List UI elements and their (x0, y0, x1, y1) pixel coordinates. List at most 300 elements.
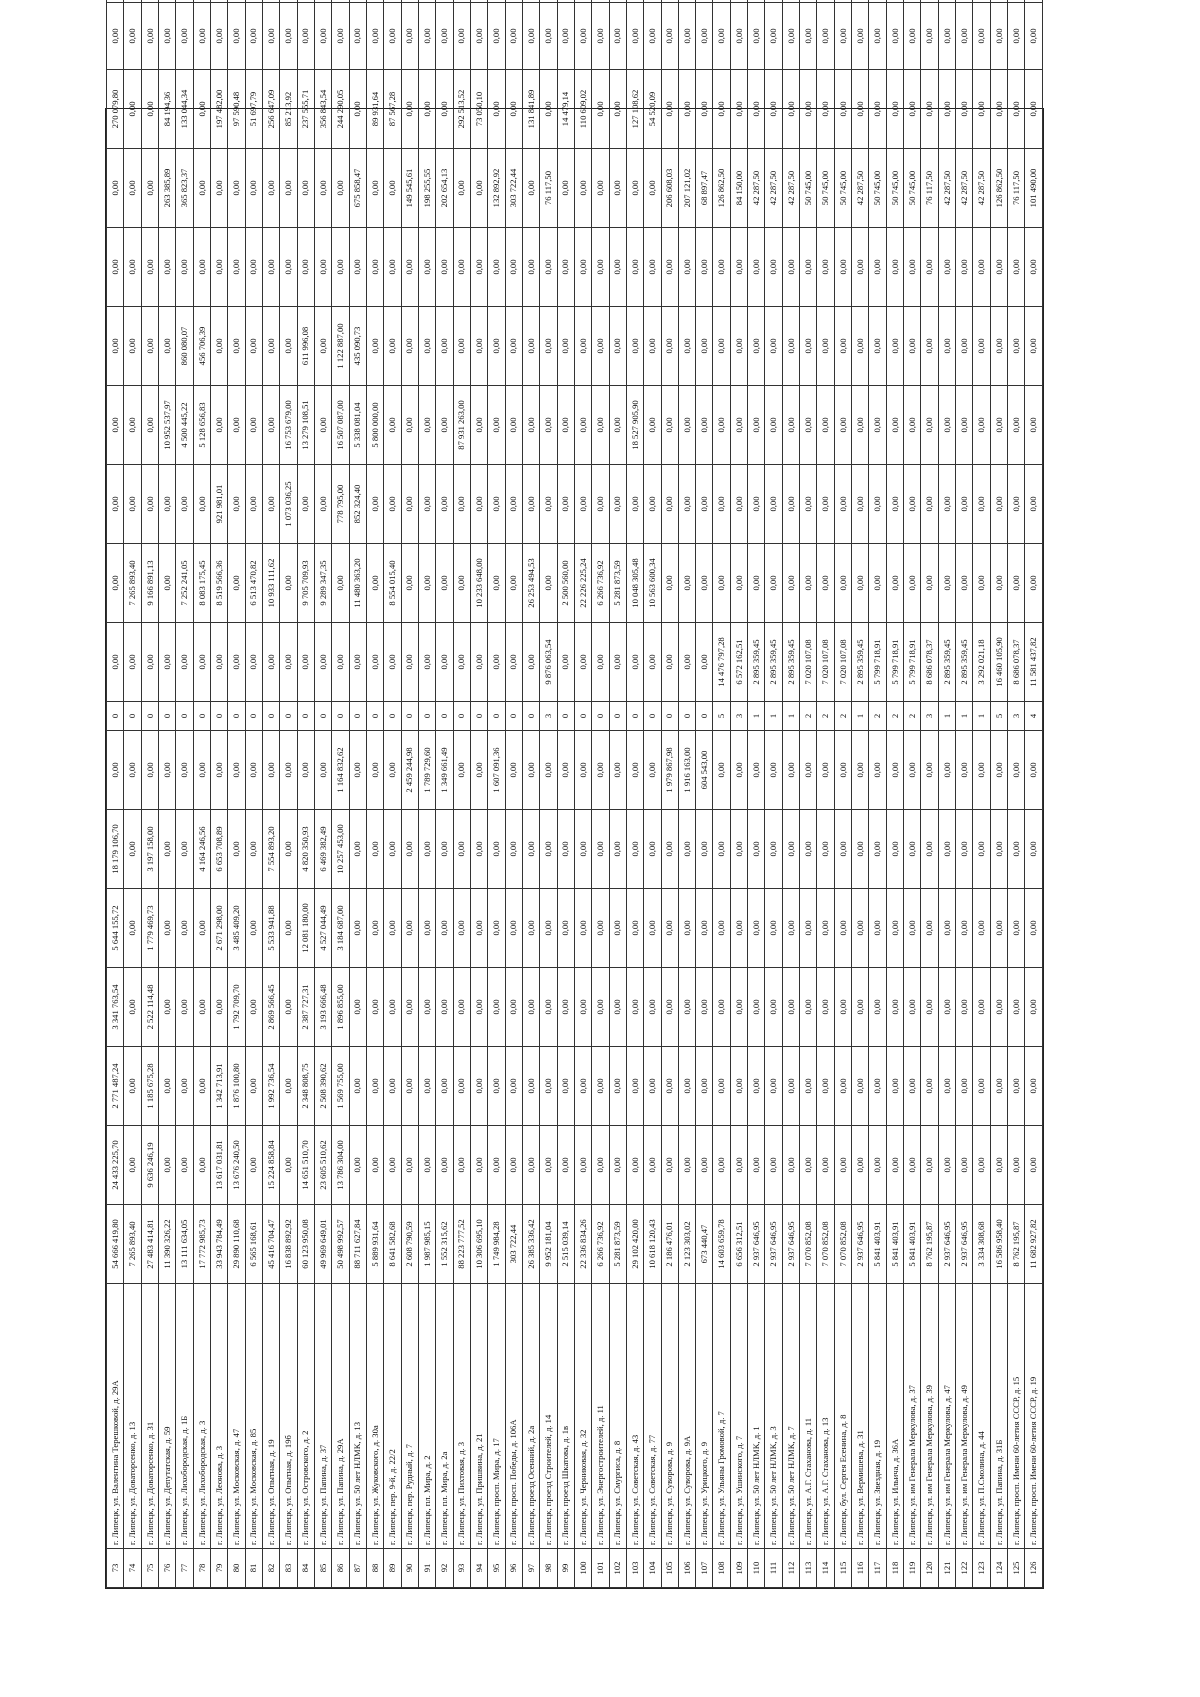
value-cell: 0,00 (1008, 1047, 1025, 1126)
value-cell: 0,00 (661, 228, 678, 307)
value-cell: 2 (904, 702, 921, 731)
value-cell: 76 117,50 (1008, 149, 1025, 228)
value-cell: 0,00 (401, 1047, 418, 1126)
value-cell: 0,00 (505, 386, 522, 465)
value-cell: 0,00 (886, 307, 903, 386)
value-cell: 207 121,02 (678, 149, 695, 228)
value-cell: 3 (540, 702, 557, 731)
value-cell: 24 433 225,70 (107, 1126, 124, 1205)
table-body (107, 0, 1043, 1588)
row-number: 125 (1008, 1549, 1025, 1588)
table-row (748, 0, 765, 1588)
row-number: 118 (886, 1549, 903, 1588)
value-cell: 0,00 (401, 465, 418, 544)
value-cell: 0,00 (730, 1126, 747, 1205)
value-cell: 11 581 437,82 (1025, 623, 1043, 702)
address-cell: г. Липецк, просп. Имени 60-летия СССР, д. 19 (1025, 1284, 1043, 1549)
value-cell (869, 0, 886, 3)
value-cell: 1 073 036,25 (280, 465, 297, 544)
value-cell: 0,00 (973, 1047, 990, 1126)
value-cell: 0,00 (418, 544, 435, 623)
value-cell: 0,00 (176, 465, 193, 544)
value-cell: 0,00 (488, 3, 505, 70)
value-cell: 0,00 (124, 968, 141, 1047)
value-cell: 0,00 (817, 810, 834, 889)
row-number: 105 (661, 1549, 678, 1588)
rotated-content (106, 28, 1043, 1588)
value-cell: 0,00 (626, 228, 643, 307)
value-cell: 0,00 (488, 889, 505, 968)
value-cell: 0,00 (990, 810, 1007, 889)
value-cell: 0,00 (609, 1047, 626, 1126)
row-number: 106 (678, 1549, 695, 1588)
value-cell: 0,00 (800, 3, 817, 70)
value-cell: 0,00 (609, 731, 626, 810)
value-cell: 6 266 736,92 (592, 544, 609, 623)
value-cell: 2 869 566,45 (262, 968, 279, 1047)
value-cell: 0,00 (678, 70, 695, 149)
value-cell: 29 890 110,68 (228, 1205, 245, 1284)
row-number: 74 (124, 1549, 141, 1588)
value-cell: 0,00 (730, 70, 747, 149)
value-cell: 0,00 (782, 70, 799, 149)
value-cell: 1 (765, 702, 782, 731)
value-cell: 0,00 (1025, 386, 1043, 465)
value-cell: 0,00 (626, 1126, 643, 1205)
value-cell: 0,00 (245, 228, 262, 307)
value-cell: 0,00 (592, 3, 609, 70)
value-cell (418, 0, 435, 3)
value-cell: 0,00 (124, 386, 141, 465)
value-cell: 0,00 (262, 623, 279, 702)
value-cell: 0,00 (765, 228, 782, 307)
value-cell: 0,00 (488, 386, 505, 465)
value-cell (557, 0, 574, 3)
value-cell: 2 895 359,45 (782, 623, 799, 702)
value-cell: 0,00 (782, 1047, 799, 1126)
value-cell: 2 387 727,31 (297, 968, 314, 1047)
value-cell: 33 943 784,49 (210, 1205, 227, 1284)
value-cell: 0 (384, 702, 401, 731)
value-cell: 0,00 (921, 544, 938, 623)
table-row (158, 0, 175, 1588)
value-cell: 0,00 (834, 731, 851, 810)
value-cell: 0,00 (696, 889, 713, 968)
value-cell: 0,00 (990, 1047, 1007, 1126)
value-cell: 50 745,00 (800, 149, 817, 228)
value-cell: 0,00 (921, 1047, 938, 1126)
value-cell: 0,00 (141, 307, 158, 386)
value-cell: 0,00 (488, 544, 505, 623)
value-cell: 0,00 (401, 544, 418, 623)
value-cell: 0,00 (384, 386, 401, 465)
value-cell: 9 876 063,54 (540, 623, 557, 702)
value-cell: 0,00 (314, 307, 331, 386)
value-cell: 0,00 (540, 544, 557, 623)
value-cell: 0,00 (557, 3, 574, 70)
value-cell: 0,00 (800, 1047, 817, 1126)
value-cell: 0,00 (609, 465, 626, 544)
value-cell: 0,00 (661, 623, 678, 702)
value-cell: 2 500 560,00 (557, 544, 574, 623)
value-cell (314, 0, 331, 3)
value-cell: 0,00 (210, 968, 227, 1047)
value-cell: 0,00 (730, 810, 747, 889)
address-cell: г. Липецк, проезд Шкатова, д. 1в (557, 1284, 574, 1549)
value-cell: 0,00 (1025, 731, 1043, 810)
value-cell: 0,00 (1008, 889, 1025, 968)
value-cell: 0,00 (574, 149, 591, 228)
value-cell: 0,00 (730, 968, 747, 1047)
address-cell: г. Липецк, пер. Рудный, д. 7 (401, 1284, 418, 1549)
value-cell: 0,00 (938, 70, 955, 149)
row-number: 115 (834, 1549, 851, 1588)
row-number: 83 (280, 1549, 297, 1588)
address-cell: г. Липецк, ул. Папина, д. 31Б (990, 1284, 1007, 1549)
value-cell: 5 800 000,00 (366, 386, 383, 465)
value-cell: 0,00 (193, 889, 210, 968)
table-row (644, 0, 661, 1588)
value-cell: 0,00 (990, 1126, 1007, 1205)
value-cell: 0,00 (678, 465, 695, 544)
value-cell: 0,00 (800, 70, 817, 149)
address-cell: г. Липецк, проезд Строителей, д. 14 (540, 1284, 557, 1549)
value-cell: 8 686 078,37 (921, 623, 938, 702)
value-cell (1008, 0, 1025, 3)
value-cell: 0,00 (557, 889, 574, 968)
value-cell: 4 500 445,22 (176, 386, 193, 465)
value-cell: 5 841 403,91 (886, 1205, 903, 1284)
value-cell: 2 895 359,45 (765, 623, 782, 702)
value-cell: 0,00 (730, 1047, 747, 1126)
row-number: 79 (210, 1549, 227, 1588)
value-cell: 9 705 709,93 (297, 544, 314, 623)
value-cell: 0,00 (800, 1126, 817, 1205)
value-cell (956, 0, 973, 3)
value-cell: 0,00 (852, 307, 869, 386)
row-number: 81 (245, 1549, 262, 1588)
value-cell: 1 (782, 702, 799, 731)
value-cell: 0,00 (436, 3, 453, 70)
value-cell: 50 745,00 (834, 149, 851, 228)
value-cell: 0,00 (124, 731, 141, 810)
value-cell: 0,00 (852, 3, 869, 70)
value-cell: 0,00 (956, 3, 973, 70)
value-cell (540, 0, 557, 3)
value-cell: 0 (366, 702, 383, 731)
address-cell: г. Липецк, ул. Папина, д. 37 (314, 1284, 331, 1549)
value-cell (349, 0, 366, 3)
value-cell: 0,00 (800, 386, 817, 465)
value-cell: 0,00 (800, 544, 817, 623)
value-cell: 0 (644, 702, 661, 731)
value-cell: 0,00 (245, 968, 262, 1047)
value-cell: 0,00 (834, 386, 851, 465)
value-cell: 133 044,34 (176, 70, 193, 149)
value-cell: 0,00 (418, 307, 435, 386)
value-cell: 0,00 (262, 149, 279, 228)
value-cell: 0,00 (748, 544, 765, 623)
table-row (262, 0, 279, 1588)
table-row (557, 0, 574, 1588)
value-cell: 0,00 (522, 3, 539, 70)
value-cell: 0,00 (522, 889, 539, 968)
value-cell: 0,00 (280, 623, 297, 702)
value-cell: 14 651 510,70 (297, 1126, 314, 1205)
value-cell: 0,00 (158, 3, 175, 70)
value-cell: 0,00 (366, 544, 383, 623)
value-cell: 0,00 (626, 149, 643, 228)
value-cell: 0,00 (834, 3, 851, 70)
value-cell: 0,00 (540, 70, 557, 149)
value-cell: 0,00 (418, 889, 435, 968)
address-cell: г. Липецк, ул. Доваторсенко, д. 13 (124, 1284, 141, 1549)
value-cell: 0,00 (713, 544, 730, 623)
address-cell: г. Липецк, ул. Суворова, д. 9А (678, 1284, 695, 1549)
value-cell: 1 896 855,00 (332, 968, 349, 1047)
value-cell: 0,00 (124, 3, 141, 70)
value-cell: 0,00 (280, 1126, 297, 1205)
value-cell: 0,00 (782, 307, 799, 386)
value-cell: 0 (488, 702, 505, 731)
value-cell: 0,00 (193, 731, 210, 810)
value-cell: 0,00 (384, 889, 401, 968)
value-cell: 76 117,50 (921, 149, 938, 228)
value-cell: 0,00 (193, 1047, 210, 1126)
value-cell: 0,00 (349, 228, 366, 307)
value-cell: 0,00 (366, 307, 383, 386)
value-cell: 0,00 (592, 386, 609, 465)
value-cell: 0,00 (522, 228, 539, 307)
value-cell: 365 823,37 (176, 149, 193, 228)
value-cell: 0,00 (488, 623, 505, 702)
value-cell: 42 287,50 (852, 149, 869, 228)
value-cell: 0,00 (592, 968, 609, 1047)
value-cell: 0,00 (366, 228, 383, 307)
value-cell: 11 682 927,82 (1025, 1205, 1043, 1284)
value-cell: 0,00 (124, 810, 141, 889)
value-cell: 0,00 (592, 889, 609, 968)
table-row (436, 0, 453, 1588)
value-cell: 0,00 (921, 307, 938, 386)
value-cell: 0,00 (453, 1047, 470, 1126)
value-cell: 42 287,50 (938, 149, 955, 228)
value-cell: 1 569 755,00 (332, 1047, 349, 1126)
value-cell: 0 (262, 702, 279, 731)
value-cell: 0,00 (904, 70, 921, 149)
value-cell (210, 0, 227, 3)
value-cell: 0,00 (644, 149, 661, 228)
value-cell: 0 (592, 702, 609, 731)
value-cell: 0,00 (453, 228, 470, 307)
value-cell: 0,00 (973, 228, 990, 307)
value-cell: 0,00 (696, 228, 713, 307)
value-cell: 9 289 347,35 (314, 544, 331, 623)
value-cell: 1 779 469,73 (141, 889, 158, 968)
value-cell (384, 0, 401, 3)
value-cell: 0,00 (349, 1126, 366, 1205)
value-cell: 0,00 (245, 1126, 262, 1205)
value-cell: 0,00 (678, 307, 695, 386)
value-cell: 0,00 (505, 544, 522, 623)
value-cell: 0,00 (453, 968, 470, 1047)
value-cell (228, 0, 245, 3)
value-cell: 0,00 (626, 968, 643, 1047)
value-cell: 0,00 (990, 889, 1007, 968)
value-cell: 0,00 (886, 386, 903, 465)
value-cell: 0,00 (540, 386, 557, 465)
value-cell: 22 336 834,26 (574, 1205, 591, 1284)
value-cell (817, 0, 834, 3)
value-cell: 0,00 (748, 386, 765, 465)
value-cell: 0,00 (384, 1126, 401, 1205)
value-cell: 51 697,79 (245, 70, 262, 149)
value-cell: 0,00 (228, 228, 245, 307)
value-cell: 0,00 (436, 307, 453, 386)
value-cell: 0,00 (470, 3, 487, 70)
value-cell: 0,00 (644, 623, 661, 702)
value-cell: 0,00 (297, 623, 314, 702)
value-cell: 0,00 (158, 465, 175, 544)
table-row (280, 0, 297, 1588)
table-row (592, 0, 609, 1588)
value-cell: 5 128 656,83 (193, 386, 210, 465)
value-cell: 0,00 (470, 623, 487, 702)
value-cell: 127 108,62 (626, 70, 643, 149)
value-cell: 0,00 (938, 3, 955, 70)
value-cell: 0,00 (297, 149, 314, 228)
value-cell (921, 0, 938, 3)
value-cell: 0,00 (557, 307, 574, 386)
value-cell: 0,00 (817, 544, 834, 623)
value-cell: 0,00 (730, 307, 747, 386)
row-number: 80 (228, 1549, 245, 1588)
value-cell: 0,00 (280, 228, 297, 307)
value-cell: 0,00 (990, 465, 1007, 544)
value-cell: 0,00 (921, 465, 938, 544)
value-cell: 3 193 666,48 (314, 968, 331, 1047)
value-cell: 0,00 (609, 228, 626, 307)
address-cell: г. Липецк, ул. им Генерала Меркулова, д. 49 (956, 1284, 973, 1549)
value-cell: 0,00 (574, 1047, 591, 1126)
table-row (626, 0, 643, 1588)
value-cell: 0,00 (834, 544, 851, 623)
address-cell: г. Липецк, ул. им Генерала Меркулова, д. 47 (938, 1284, 955, 1549)
value-cell: 0,00 (193, 149, 210, 228)
value-cell: 0,00 (366, 889, 383, 968)
value-cell: 0,00 (384, 307, 401, 386)
value-cell: 60 123 950,08 (297, 1205, 314, 1284)
value-cell: 0,00 (193, 70, 210, 149)
value-cell: 0,00 (956, 228, 973, 307)
value-cell: 7 252 241,05 (176, 544, 193, 623)
value-cell: 0 (280, 702, 297, 731)
address-cell: г. Липецк, ул. Пихтовая, д. 3 (453, 1284, 470, 1549)
value-cell: 0,00 (488, 1126, 505, 1205)
value-cell: 0,00 (574, 1126, 591, 1205)
address-cell: г. Липецк, ул. Советская, д. 43 (626, 1284, 643, 1549)
value-cell: 0,00 (661, 810, 678, 889)
value-cell: 0,00 (644, 810, 661, 889)
value-cell: 303 722,44 (505, 1205, 522, 1284)
address-cell: г. Липецк, ул. Папина, д. 29А (332, 1284, 349, 1549)
value-cell: 0,00 (505, 1126, 522, 1205)
value-cell: 4 527 044,49 (314, 889, 331, 968)
table-row (1008, 0, 1025, 1588)
table-row (245, 0, 262, 1588)
value-cell: 0,00 (436, 1126, 453, 1205)
value-cell: 0,00 (1025, 70, 1043, 149)
value-cell: 3 (921, 702, 938, 731)
data-table (106, 0, 1043, 1588)
value-cell: 0 (349, 702, 366, 731)
value-cell: 0,00 (869, 889, 886, 968)
value-cell: 0,00 (748, 1126, 765, 1205)
value-cell: 0,00 (210, 623, 227, 702)
value-cell: 0,00 (470, 889, 487, 968)
value-cell: 0,00 (782, 386, 799, 465)
value-cell: 0,00 (540, 1047, 557, 1126)
table-row (124, 0, 141, 1588)
value-cell: 0,00 (401, 810, 418, 889)
value-cell: 0,00 (748, 731, 765, 810)
address-cell: г. Липецк, ул. Смургиса, д. 8 (609, 1284, 626, 1549)
value-cell (609, 0, 626, 3)
row-number: 113 (800, 1549, 817, 1588)
value-cell: 0,00 (522, 386, 539, 465)
value-cell (505, 0, 522, 3)
value-cell: 0,00 (1008, 70, 1025, 149)
address-cell: г. Липецк, ул. Советская, д. 77 (644, 1284, 661, 1549)
row-number: 103 (626, 1549, 643, 1588)
value-cell: 1 (748, 702, 765, 731)
value-cell: 8 554 015,40 (384, 544, 401, 623)
value-cell: 0,00 (592, 307, 609, 386)
value-cell: 0,00 (869, 307, 886, 386)
table-row (107, 0, 124, 1588)
value-cell: 2 937 646,95 (748, 1205, 765, 1284)
value-cell: 0,00 (141, 228, 158, 307)
value-cell: 0,00 (314, 228, 331, 307)
value-cell: 7 070 852,08 (817, 1205, 834, 1284)
value-cell: 0,00 (245, 889, 262, 968)
address-cell: г. Липецк, ул. Московская, д. 47 (228, 1284, 245, 1549)
table-row (488, 0, 505, 1588)
value-cell: 0,00 (107, 544, 124, 623)
row-number: 104 (644, 1549, 661, 1588)
table-row (505, 0, 522, 1588)
value-cell: 778 795,00 (332, 465, 349, 544)
value-cell: 0,00 (886, 70, 903, 149)
value-cell: 8 519 566,36 (210, 544, 227, 623)
address-cell: г. Липецк, ул. Пришвина, д. 21 (470, 1284, 487, 1549)
value-cell: 0,00 (921, 1126, 938, 1205)
value-cell: 0,00 (349, 731, 366, 810)
value-cell: 0,00 (644, 889, 661, 968)
value-cell: 8 083 175,45 (193, 544, 210, 623)
value-cell: 1 876 100,80 (228, 1047, 245, 1126)
value-cell: 0 (418, 702, 435, 731)
address-cell: г. Липецк, ул. Доваторсенко, д. 31 (141, 1284, 158, 1549)
value-cell: 0,00 (782, 810, 799, 889)
value-cell: 0,00 (661, 1126, 678, 1205)
table-row (193, 0, 210, 1588)
value-cell: 0 (210, 702, 227, 731)
value-cell: 0,00 (332, 544, 349, 623)
row-number: 88 (366, 1549, 383, 1588)
value-cell: 0,00 (834, 810, 851, 889)
value-cell: 0,00 (228, 149, 245, 228)
